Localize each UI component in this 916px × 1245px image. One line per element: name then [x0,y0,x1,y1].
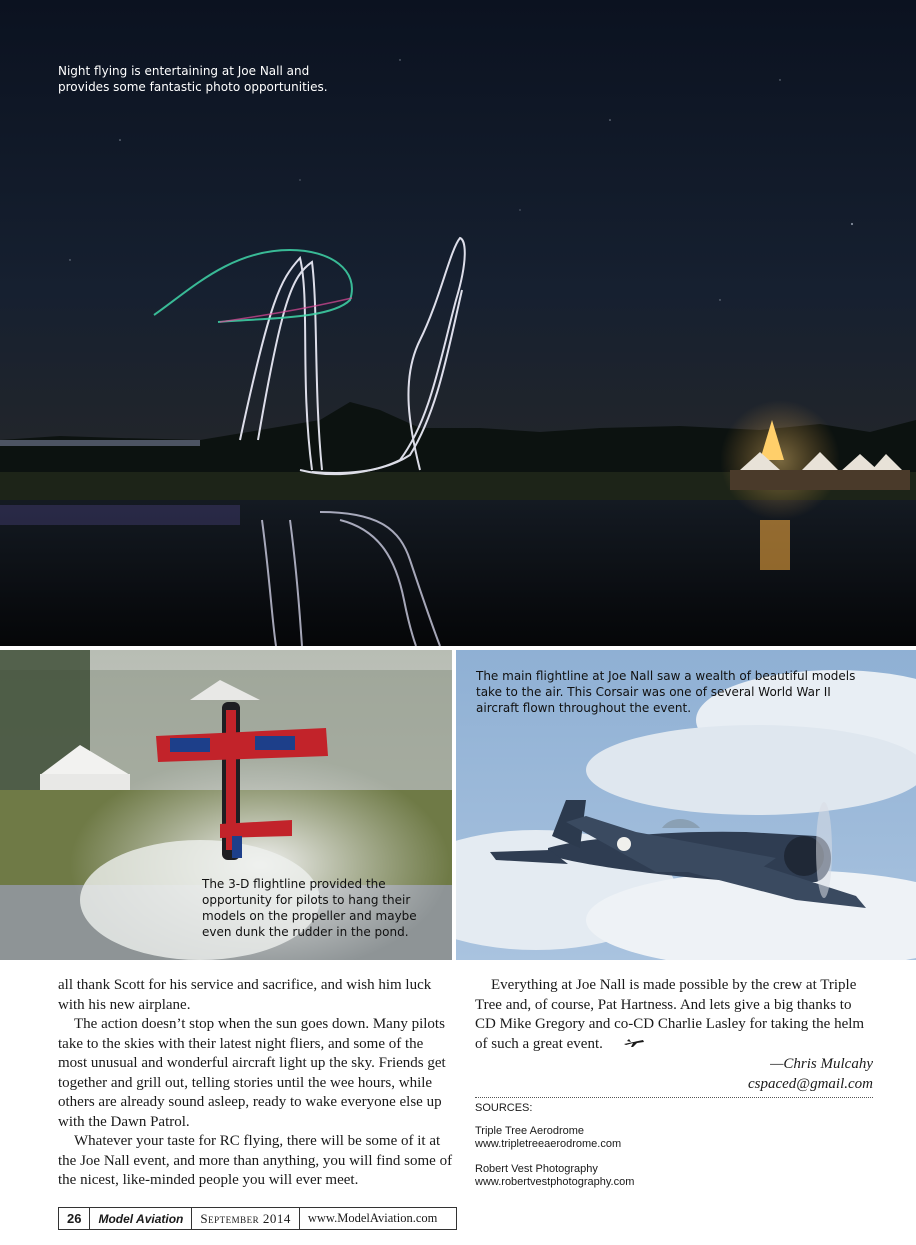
issue-date: September 2014 [192,1208,299,1229]
paragraph [475,976,873,1054]
corsair-photo [456,650,916,960]
airplane-icon [607,1035,645,1055]
article-column-left [58,976,456,1191]
three-d-flightline-photo [0,650,452,960]
source-url[interactable]: www.tripletreeaerodrome.com [475,1138,622,1150]
source-name: Robert Vest Photography [475,1163,598,1175]
author-signature [475,1054,873,1094]
page-footer [58,1207,457,1230]
author-name: —Chris Mulcahy [770,1056,873,1073]
source-name: Triple Tree Aerodrome [475,1125,585,1137]
corsair-caption: The main flightline at Joe Nall saw a wealth of beautiful models take to the air. This Corsair was one of several World War II aircraft flown throughout the event. [476,669,856,715]
page-number: 26 [59,1208,90,1229]
paragraph: Whatever your taste for RC flying, there will be some of it at the Joe Nall event, and more than anything, you will find some of the nicest, like-minded people you will ever meet. [58,1133,453,1188]
source-url[interactable]: www.robertvestphotography.com [475,1176,635,1188]
website-link[interactable]: www.ModelAviation.com [307,1211,438,1225]
closing-text: Everything at Joe Nall is made possible by the crew at Triple Tree and, of course, Pat Hartness. And lets give a big thanks to CD Mike Gregory and co-CD Charlie Lasley for taking the helm of such a great event. [475,977,865,1052]
article-column-right [475,976,873,1094]
magazine-name: Model Aviation [90,1208,192,1229]
sources-label: SOURCES: [475,1102,533,1114]
sources-box [475,1097,873,1201]
night-flying-caption: Night flying is entertaining at Joe Nall and provides some fantastic photo opportunities. [58,64,328,94]
three-d-caption: The 3-D flightline provided the opportunity for pilots to hang their models on the propeller and maybe even dunk the rudder in the pond. [202,877,417,939]
paragraph: The action doesn’t stop when the sun goes down. Many pilots take to the skies with their latest night fliers, and some of the most unusual and wonderful aircraft light up the sky. Friends get together and grill out, telling stories until the wee hours, while others are already sound asleep, ready to wake everyone else up with the Dawn Patrol. [58,1016,446,1130]
paragraph: all thank Scott for his service and sacrifice, and wish him luck with his new airplane. [58,977,432,1013]
author-email: cspaced@gmail.com [747,1076,873,1093]
source-item [475,1125,873,1151]
source-item [475,1163,873,1189]
